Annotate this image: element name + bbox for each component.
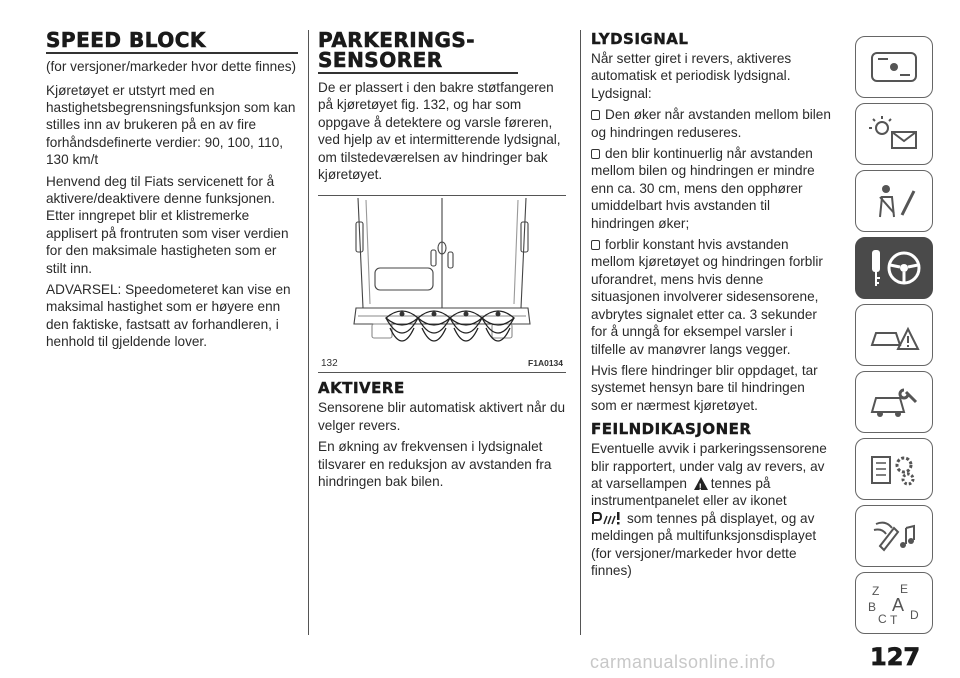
index-letter: B (868, 600, 877, 614)
speed-block-warning: ADVARSEL: Speedometeret kan vise en maksimal hastighet som er høyere enn den faktiske, fastsatt av forhandleren, i henhold til gjeldende lover. (46, 282, 291, 350)
bullet-box-icon (591, 110, 600, 120)
figure-132 (318, 195, 566, 373)
figure-code: F1A0134 (528, 358, 563, 369)
car-info-icon (866, 47, 922, 87)
wrench-car-icon (866, 382, 922, 422)
speed-block-description: Kjøretøyet er utstyrt med en hastighetsbegrensningsfunksjon som kan stilles inn av brukeren på en av fire forhåndsdefinerte verdier: 90, 100, 110, 130 km/t (46, 82, 296, 168)
figure-number: 132 (321, 358, 338, 370)
tab-safety[interactable] (855, 170, 933, 232)
van-rear-illustration (318, 196, 566, 374)
warning-light-icon (694, 477, 708, 490)
page-number: 127 (870, 643, 921, 671)
column-sound-signal (591, 30, 831, 583)
chapter-tabs (855, 36, 933, 639)
fault-text: Eventuelle avvik i parkeringssensorene blir rapportert, under valg av revers, av at varsellampen ! tennes på instrumentpanelet eller av ikonet som tennes på displayet, og av meldingen på multifunksjonsdisplayet (for versjoner/markeder hvor dette finnes) (591, 440, 831, 579)
bullet-box-icon (591, 240, 600, 250)
availability-note: (for versjoner/markeder hvor dette finnes) (46, 59, 297, 74)
heading-fault-indications: FEILNDIKASJONER (591, 420, 752, 439)
warning-triangle-car-icon (866, 315, 922, 355)
index-letter: Z (872, 584, 880, 598)
tab-multimedia[interactable] (855, 505, 933, 567)
sound-signal-intro: Når setter giret i revers, aktiveres automatisk et periodisk lydsignal. Lydsignal: (591, 51, 792, 101)
gears-specs-icon (866, 449, 922, 489)
sound-bullet-2: den blir kontinuerlig når avstanden mellom bilen og hindringen er mindre enn ca. 30 cm, mens den opphører umiddelbart hvis avstanden til hindringen øker; (591, 146, 815, 231)
heading-sound-signal: LYDSIGNAL (591, 30, 689, 48)
sound-bullet-3: forblir konstant hvis avstanden mellom kjøretøyet og hindringen forblir uforandret, mens hvis denne situasjonen involverer sidesensorene, avbrytes signalet etter ca. 3 sekunder for å unngå for eksempel varsler i tilfelle av manøvrer langs vegger. (591, 237, 823, 357)
parking-sensors-intro: De er plassert i den bakre støtfangeren på kjøretøyet fig. 132, og har som oppgave å detektere og varsle føreren, ved hjelp av et intermitterende lydsignal, om tilstedeværelsen av hindringer bak kjøretøyet. (318, 80, 561, 183)
column-divider (580, 30, 581, 635)
index-letters-icon (864, 581, 924, 625)
key-steering-wheel-icon (864, 246, 924, 290)
section-title-parking-sensors: PARKERINGS-SENSORER (318, 30, 518, 74)
index-letter: E (900, 582, 909, 596)
multimedia-icon (866, 516, 922, 556)
column-speed-block (46, 30, 298, 355)
heading-activate: AKTIVERE (318, 379, 405, 398)
watermark: carmanualsonline.info (590, 652, 776, 672)
lights-warning-icon (866, 114, 922, 154)
activate-text-2: En økning av frekvensen i lydsignalet tilsvarer en reduksjon av avstanden fra hindringen bak bilen. (318, 439, 552, 490)
column-divider (308, 30, 309, 635)
bullet-box-icon (591, 149, 600, 159)
tab-maintenance[interactable] (855, 371, 933, 433)
section-title-speed-block: SPEED BLOCK (46, 30, 298, 54)
tab-car-info[interactable] (855, 36, 933, 98)
parking-sensor-fault-icon (591, 510, 621, 526)
tab-emergency[interactable] (855, 304, 933, 366)
index-letter: C (878, 612, 887, 625)
column-parking-sensors (318, 30, 568, 494)
seatbelt-airbag-icon (866, 181, 922, 221)
tab-technical-data[interactable] (855, 438, 933, 500)
index-letter: D (910, 608, 919, 622)
speed-block-service: Henvend deg til Fiats servicenett for å aktivere/deaktivere denne funksjonen. Etter inngrepet blir et klistremerke applisert på frontruten som viser verdien for den maksimale hastigheten som er stilt inn. (46, 173, 289, 276)
activate-text-1: Sensorene blir automatisk aktivert når du velger revers. (318, 400, 566, 433)
tab-starting-driving[interactable] (855, 237, 933, 299)
index-letter: T (890, 613, 898, 625)
sound-bullet-1: Den øker når avstanden mellom bilen og hindringen reduseres. (591, 107, 831, 140)
index-letter: A (892, 595, 905, 615)
tab-index[interactable] (855, 572, 933, 634)
tab-lights-warnings[interactable] (855, 103, 933, 165)
multiple-obstacles-text: Hvis flere hindringer blir oppdaget, tar systemet hensyn bare til hindringen som er nærmest kjøretøyet. (591, 362, 818, 413)
